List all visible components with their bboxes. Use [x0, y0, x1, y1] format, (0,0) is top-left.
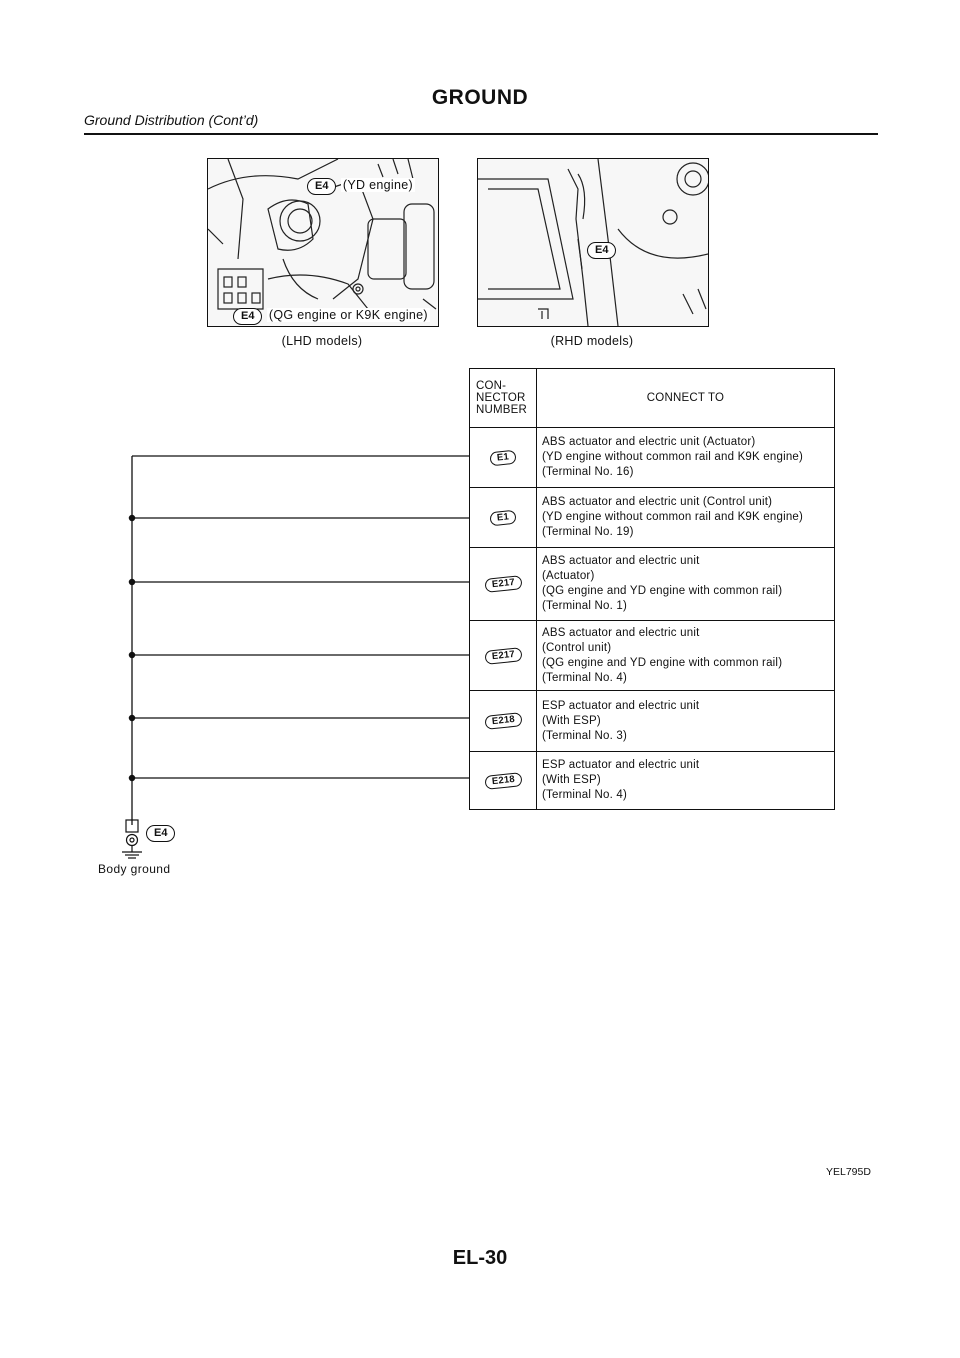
row-line: (Terminal No. 19) — [542, 526, 634, 538]
ground-connector-tag: E4 — [146, 825, 175, 842]
ground-connector-callout — [146, 823, 175, 842]
page-title: GROUND — [431, 86, 529, 109]
lhd-bottom-callout — [233, 306, 430, 325]
row-line: (Terminal No. 16) — [542, 466, 634, 478]
rhd-caption: (RHD models) — [550, 334, 634, 348]
figure-code: YEL795D — [826, 1166, 871, 1178]
splice-dot-3 — [129, 579, 134, 584]
row-line: (YD engine without common rail and K9K engine) — [542, 511, 804, 523]
page-number: EL-30 — [452, 1247, 508, 1269]
table-row — [470, 428, 835, 488]
row-line: (Control unit) — [542, 641, 612, 654]
row-line: ABS actuator and electric unit (Actuator) — [542, 436, 756, 448]
row-line: (Terminal No. 3) — [542, 729, 627, 742]
row-line: (Terminal No. 1) — [542, 600, 627, 612]
table-row — [470, 752, 835, 810]
table-row — [470, 488, 835, 548]
row-line: (With ESP) — [542, 714, 601, 727]
rhd-connector-tag: E4 — [587, 242, 616, 259]
splice-dot-5 — [129, 715, 134, 720]
lhd-bottom-connector-tag: E4 — [233, 308, 262, 325]
table-row — [470, 621, 835, 691]
connector-tag: E1 — [489, 509, 516, 526]
lhd-top-callout — [307, 176, 415, 195]
splice-dot-4 — [129, 652, 134, 657]
body-ground-symbol — [122, 820, 142, 858]
connector-tag: E218 — [484, 772, 522, 790]
row-line: (QG engine and YD engine with common rail) — [542, 585, 783, 597]
lhd-caption: (LHD models) — [281, 334, 363, 348]
header-rule — [84, 133, 878, 135]
connector-tag: E217 — [484, 575, 522, 593]
connector-tag: E1 — [489, 449, 516, 466]
lhd-top-callout-text: (YD engine) — [342, 178, 413, 192]
row-line: (Terminal No. 4) — [542, 789, 627, 801]
connector-tag: E218 — [484, 712, 522, 730]
row-line: (QG engine and YD engine with common rail) — [542, 656, 783, 669]
splice-dot-2 — [129, 515, 134, 520]
row-line: (Terminal No. 4) — [542, 671, 627, 684]
row-line: (With ESP) — [542, 774, 601, 786]
page-subtitle: Ground Distribution (Cont’d) — [84, 112, 259, 128]
connector-number-header: CON- NECTOR NUMBER — [470, 369, 537, 428]
row-line: ABS actuator and electric unit (Control unit) — [542, 496, 773, 508]
row-line: (YD engine without common rail and K9K engine) — [542, 451, 804, 463]
connect-to-header: CONNECT TO — [537, 369, 835, 428]
row-line: ABS actuator and electric unit — [542, 626, 700, 639]
lhd-top-connector-tag: E4 — [307, 178, 336, 195]
row-line: ESP actuator and electric unit — [542, 699, 700, 712]
body-ground-label: Body ground — [98, 862, 171, 876]
row-line: ESP actuator and electric unit — [542, 759, 700, 771]
connector-tag: E217 — [484, 647, 522, 665]
lhd-bottom-callout-text: (QG engine or K9K engine) — [268, 308, 428, 322]
table-header-row — [470, 369, 835, 428]
table-row — [470, 548, 835, 621]
row-line: ABS actuator and electric unit — [542, 555, 700, 567]
rhd-callout — [587, 240, 616, 259]
connector-table — [469, 368, 835, 810]
table-row — [470, 691, 835, 752]
splice-dot-6 — [129, 775, 134, 780]
row-line: (Actuator) — [542, 570, 595, 582]
